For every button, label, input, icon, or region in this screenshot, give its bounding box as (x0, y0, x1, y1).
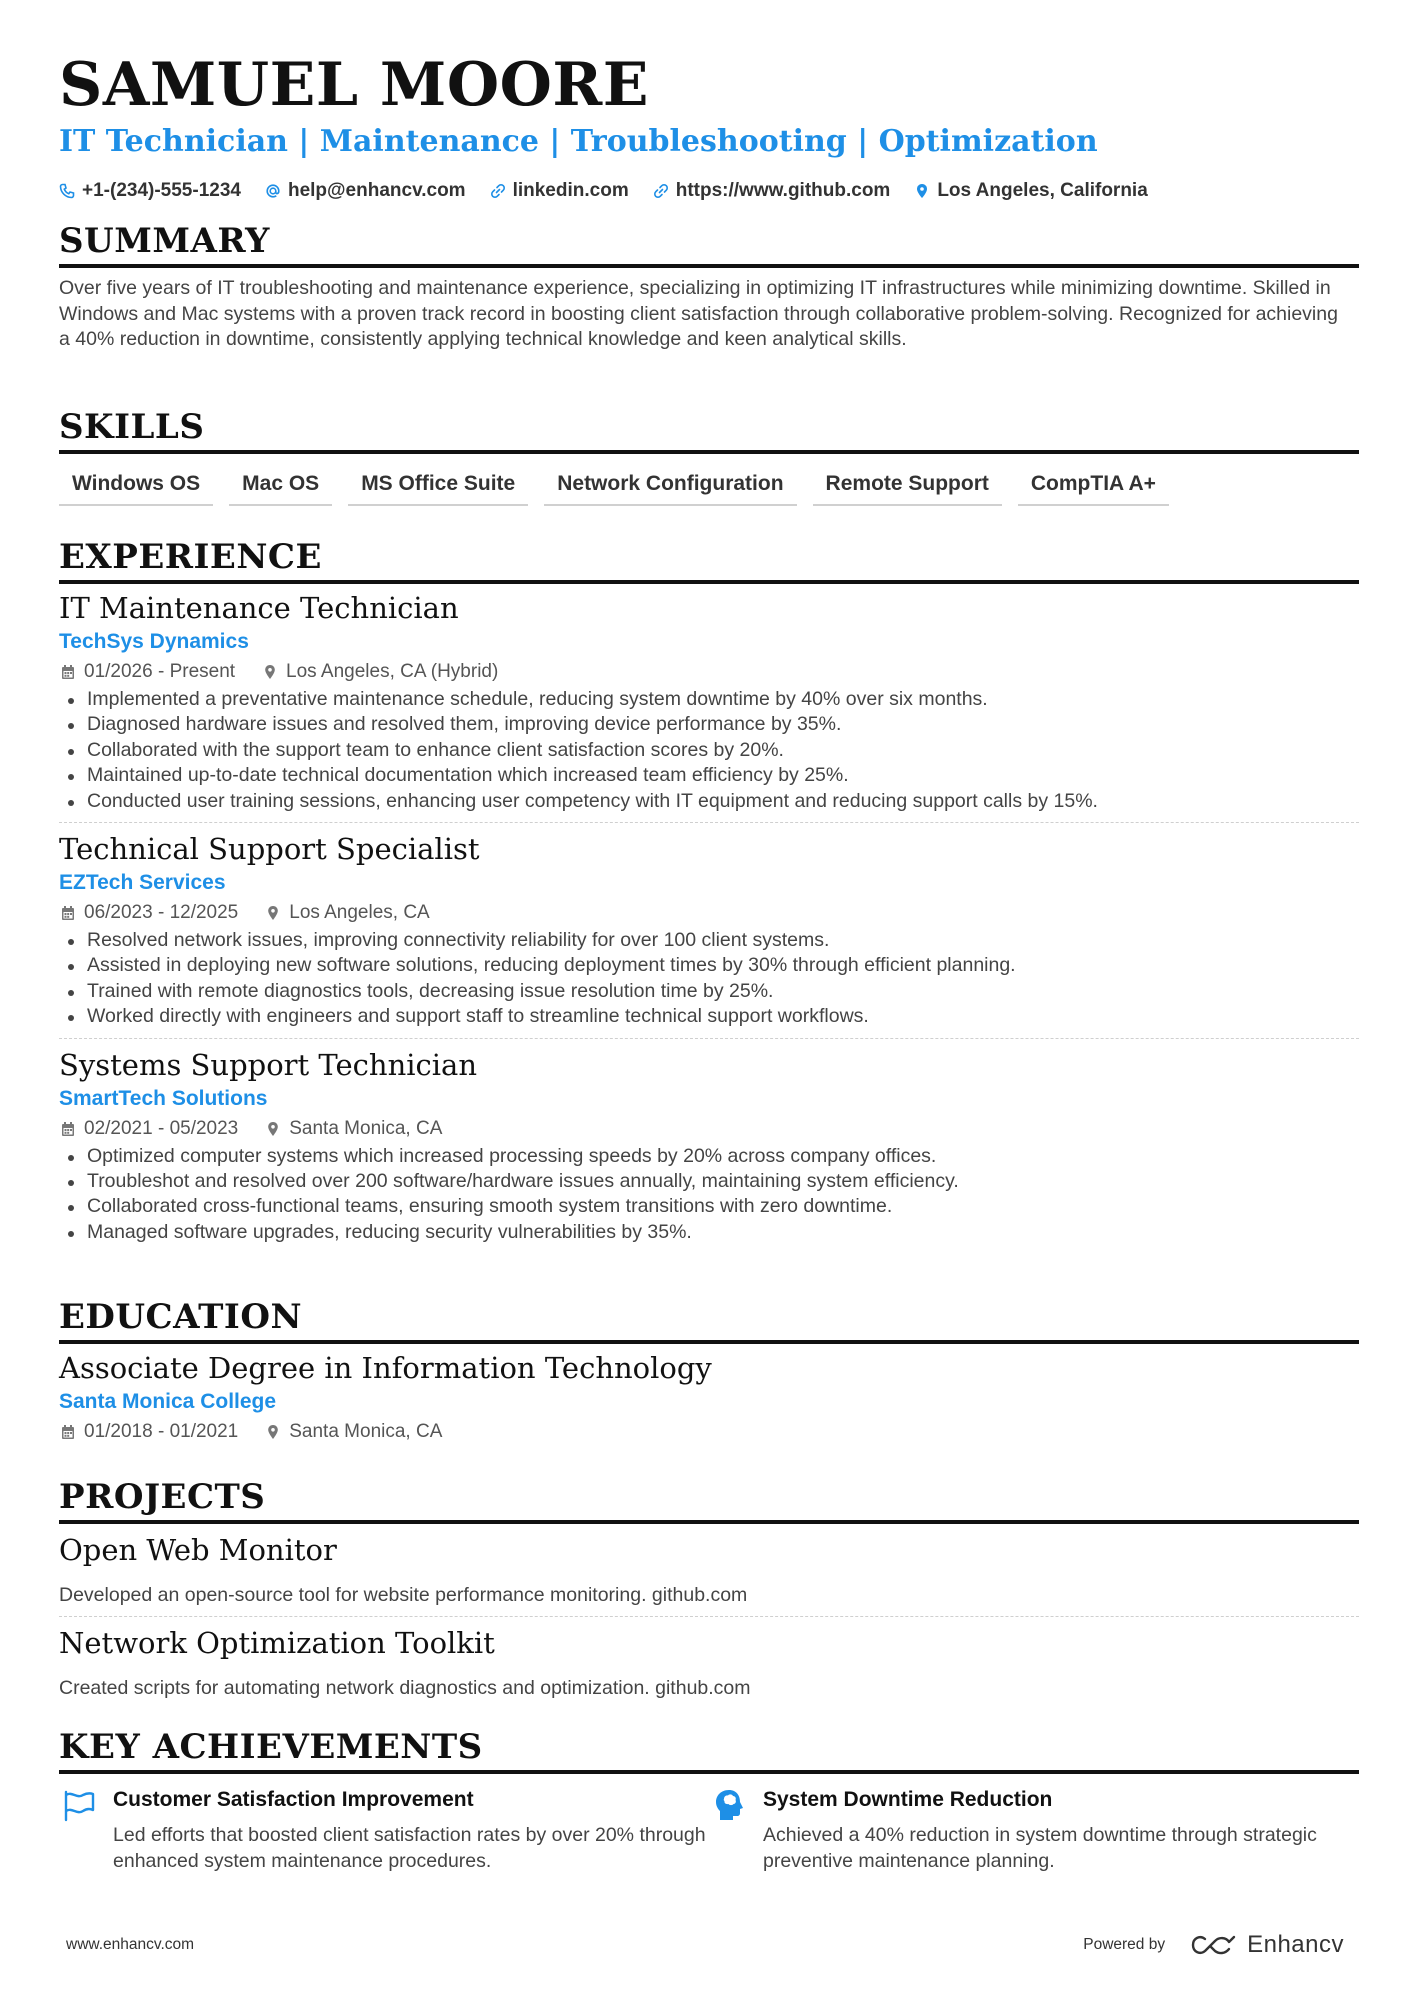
section-title-projects: PROJECTS (59, 1476, 1359, 1524)
skill-tag: Mac OS (229, 466, 332, 506)
entry-divider (59, 1038, 1359, 1039)
enhancv-logo-icon (1191, 1934, 1237, 1956)
achievement-icon-wrap (709, 1786, 749, 1874)
education-meta (59, 1419, 1359, 1445)
section-title-experience: EXPERIENCE (59, 536, 1359, 584)
education-dates (61, 1419, 238, 1445)
job-bullets (59, 687, 1359, 814)
achievement-icon-wrap (59, 1786, 99, 1874)
entry-divider (59, 1616, 1359, 1617)
resume-page (59, 48, 1359, 1872)
name: SAMUEL MOORE (59, 50, 649, 120)
achievement-body (763, 1786, 1359, 1874)
phone-icon (59, 183, 75, 199)
contact-email[interactable] (265, 180, 466, 202)
bullet-item: Collaborated cross-functional teams, ensuring smooth system transitions with zero downtime. (59, 1194, 1359, 1219)
degree-title: Associate Degree in Information Technology (59, 1351, 712, 1385)
powered-by-label: Powered by (1083, 1936, 1166, 1953)
bullet-item: Diagnosed hardware issues and resolved them, improving device performance by 35%. (59, 712, 1359, 737)
job-location-text: Los Angeles, CA (Hybrid) (286, 661, 499, 682)
project-entry (59, 1625, 1359, 1701)
company-name: TechSys Dynamics (59, 630, 249, 653)
head-brain-icon (712, 1788, 746, 1822)
section-title-skills: SKILLS (59, 406, 1359, 454)
enhancv-logo-text: Enhancv (1247, 1931, 1344, 1958)
contact-location-text: Los Angeles, California (937, 180, 1148, 201)
link-icon (490, 183, 506, 199)
job-title: Technical Support Specialist (59, 832, 480, 867)
company-name: EZTech Services (59, 871, 226, 895)
achievement-title: System Downtime Reduction (763, 1788, 1053, 1811)
skill-tag: MS Office Suite (348, 466, 528, 506)
location-pin-icon (266, 1424, 280, 1440)
powered-by (1083, 1931, 1344, 1959)
job-dates-text: 01/2026 - Present (84, 661, 236, 682)
contact-bar (59, 178, 1359, 204)
job-location-text: Los Angeles, CA (289, 902, 430, 924)
job-dates-text: 06/2023 - 12/2025 (84, 902, 239, 924)
skill-tag: Network Configuration (544, 466, 796, 506)
job-location (263, 659, 498, 685)
link-icon (653, 183, 669, 199)
bullet-item: Maintained up-to-date technical documentation which increased team efficiency by 25%. (59, 763, 1359, 788)
school-name: Santa Monica College (59, 1390, 277, 1413)
project-name: Open Web Monitor (59, 1533, 337, 1567)
contact-github[interactable] (653, 180, 891, 202)
projects-section (59, 1476, 1359, 1701)
job-location-text: Santa Monica, CA (289, 1117, 443, 1139)
enhancv-logo[interactable] (1191, 1931, 1344, 1959)
education-dates-text: 01/2018 - 01/2021 (84, 1421, 239, 1442)
section-title-achievements: KEY ACHIEVEMENTS (59, 1726, 1359, 1774)
calendar-icon (61, 1121, 75, 1137)
experience-section (59, 536, 1359, 1245)
at-icon (265, 183, 281, 199)
achievement-body (113, 1786, 709, 1874)
calendar-icon (61, 905, 75, 921)
bullet-item: Assisted in deploying new software solutions, reducing deployment times by 30% through efficient planning. (59, 953, 1359, 978)
contact-email-text: help@enhancv.com (287, 180, 466, 201)
achievement-description: Achieved a 40% reduction in system downtime through strategic preventive maintenance planning. (763, 1824, 1317, 1872)
job-title: IT Maintenance Technician (59, 591, 459, 625)
skills-section (59, 406, 1359, 506)
project-description: Developed an open-source tool for website performance monitoring. github.com (59, 1584, 748, 1606)
company-name: SmartTech Solutions (59, 1086, 268, 1110)
job-meta (59, 900, 1359, 926)
flag-icon (62, 1788, 96, 1822)
bullet-item: Implemented a preventative maintenance schedule, reducing system downtime by 40% over six months. (59, 687, 1359, 712)
location-pin-icon (914, 183, 930, 199)
skill-tag: CompTIA A+ (1018, 466, 1169, 506)
project-name: Network Optimization Toolkit (59, 1626, 495, 1660)
location-pin-icon (263, 664, 277, 680)
achievement-item (59, 1786, 709, 1874)
bullet-item: Optimized computer systems which increased processing speeds by 20% across company offices. (59, 1144, 1359, 1169)
contact-location (914, 180, 1147, 202)
job-bullets (59, 1144, 1359, 1246)
achievement-description: Led efforts that boosted client satisfaction rates by over 20% through enhanced system maintenance procedures. (113, 1824, 706, 1872)
contact-linkedin-text: linkedin.com (512, 180, 629, 201)
job-location (266, 1116, 442, 1142)
footer-website-link[interactable]: www.enhancv.com (66, 1936, 195, 1953)
bullet-item: Managed software upgrades, reducing security vulnerabilities by 35%. (59, 1220, 1359, 1245)
education-section (59, 1296, 1359, 1445)
skills-list (59, 466, 1359, 506)
section-title-education: EDUCATION (59, 1296, 1359, 1344)
job-entry (59, 831, 1359, 1030)
contact-phone[interactable] (59, 180, 241, 202)
job-bullets (59, 928, 1359, 1030)
calendar-icon (61, 1424, 75, 1440)
project-description: Created scripts for automating network diagnostics and optimization. github.com (59, 1677, 751, 1699)
achievement-title: Customer Satisfaction Improvement (113, 1788, 474, 1811)
summary-section (59, 220, 1359, 353)
contact-linkedin[interactable] (490, 180, 629, 202)
project-entry (59, 1532, 1359, 1608)
achievement-item (709, 1786, 1359, 1874)
bullet-item: Conducted user training sessions, enhancing user competency with IT equipment and reducing support calls by 15%. (59, 789, 1359, 814)
job-meta (59, 1116, 1359, 1142)
education-location (266, 1419, 442, 1445)
job-entry (59, 590, 1359, 814)
job-location (266, 900, 429, 926)
job-dates-text: 02/2021 - 05/2023 (84, 1117, 239, 1139)
job-meta (59, 659, 1359, 685)
section-title-summary: SUMMARY (59, 220, 1359, 268)
location-pin-icon (266, 905, 280, 921)
education-location-text: Santa Monica, CA (289, 1421, 443, 1442)
entry-divider (59, 822, 1359, 823)
skill-tag: Remote Support (813, 466, 1002, 506)
job-entry (59, 1047, 1359, 1246)
headline: IT Technician | Maintenance | Troubleshooting | Optimization (59, 124, 1098, 159)
education-entry (59, 1350, 1359, 1445)
job-title: Systems Support Technician (59, 1047, 478, 1082)
job-dates (61, 900, 238, 926)
achievements-section (59, 1726, 1359, 1874)
footer (66, 1931, 1344, 1959)
skill-tag: Windows OS (59, 466, 213, 506)
job-dates (61, 659, 235, 685)
calendar-icon (61, 664, 75, 680)
contact-phone-text: +1-(234)-555-1234 (82, 180, 241, 201)
achievements-list (59, 1786, 1359, 1874)
bullet-item: Trained with remote diagnostics tools, decreasing issue resolution time by 25%. (59, 979, 1359, 1004)
bullet-item: Resolved network issues, improving connectivity reliability for over 100 client systems. (59, 928, 1359, 953)
bullet-item: Worked directly with engineers and support staff to streamline technical support workflows. (59, 1004, 1359, 1029)
job-dates (61, 1116, 238, 1142)
contact-github-text: https://www.github.com (675, 180, 891, 201)
bullet-item: Collaborated with the support team to enhance client satisfaction scores by 20%. (59, 738, 1359, 763)
bullet-item: Troubleshot and resolved over 200 software/hardware issues annually, maintaining system efficiency. (59, 1169, 1359, 1194)
summary-text: Over five years of IT troubleshooting and maintenance experience, specializing in optimizing IT infrastructures while minimizing downtime. Skilled in Windows and Mac systems with a proven track record in boosting client satisfaction through collaborative problem-solving. Recognized for achieving a 40% reduction in downtime, consistently applying technical knowledge and keen analytical skills. (59, 277, 1338, 350)
location-pin-icon (266, 1121, 280, 1137)
